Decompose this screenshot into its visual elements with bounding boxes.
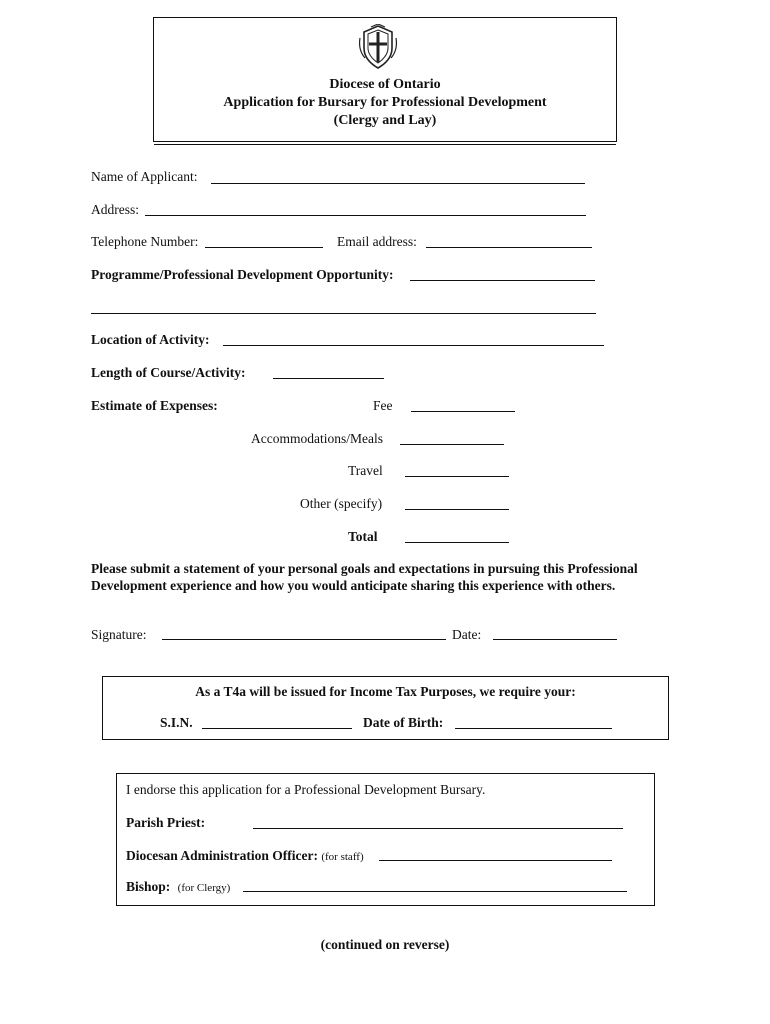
- name-label: Name of Applicant:: [91, 169, 198, 184]
- location-label: Location of Activity:: [91, 332, 210, 347]
- dao-note: (for staff): [321, 851, 364, 863]
- dao-row: [126, 848, 364, 864]
- continued-note: (continued on reverse): [320, 937, 450, 952]
- location-field[interactable]: [223, 345, 604, 346]
- form-subtitle: (Clergy and Lay): [333, 113, 437, 128]
- telephone-field[interactable]: [205, 247, 323, 248]
- accommodations-field[interactable]: [400, 444, 504, 445]
- dao-signature-field[interactable]: [379, 860, 612, 861]
- length-label: Length of Course/Activity:: [91, 365, 246, 380]
- bishop-row: [126, 879, 230, 895]
- bishop-label: Bishop:: [126, 879, 171, 894]
- endorsement-box: [116, 773, 655, 906]
- total-field[interactable]: [405, 542, 509, 543]
- other-label: Other (specify): [300, 496, 383, 511]
- programme-field-line-2[interactable]: [91, 313, 596, 314]
- sin-field[interactable]: [202, 728, 352, 729]
- email-label: Email address:: [337, 234, 417, 249]
- priest-signature-field[interactable]: [253, 828, 623, 829]
- address-label: Address:: [91, 202, 139, 217]
- signature-field[interactable]: [162, 639, 446, 640]
- org-title: Diocese of Ontario: [329, 77, 441, 92]
- dao-label: Diocesan Administration Officer:: [126, 848, 318, 863]
- endorse-intro: I endorse this application for a Professional Development Bursary.: [126, 782, 486, 797]
- telephone-label: Telephone Number:: [91, 234, 199, 249]
- expenses-label: Estimate of Expenses:: [91, 398, 218, 413]
- dob-field[interactable]: [455, 728, 612, 729]
- total-label: Total: [348, 529, 378, 544]
- address-field[interactable]: [145, 215, 586, 216]
- date-field[interactable]: [493, 639, 617, 640]
- dob-label: Date of Birth:: [363, 715, 444, 730]
- tax-heading: As a T4a will be issued for Income Tax Purposes, we require your:: [195, 684, 576, 699]
- header-box: [153, 17, 617, 142]
- signature-label: Signature:: [91, 627, 147, 642]
- fee-label: Fee: [373, 398, 393, 413]
- statement-line-2: Development experience and how you would anticipate sharing this experience with others.: [91, 578, 616, 593]
- other-field[interactable]: [405, 509, 509, 510]
- programme-label: Programme/Professional Development Opportunity:: [91, 267, 394, 282]
- bishop-note: (for Clergy): [177, 882, 231, 894]
- travel-field[interactable]: [405, 476, 509, 477]
- length-field[interactable]: [273, 378, 384, 379]
- accommodations-label: Accommodations/Meals: [251, 431, 383, 446]
- diocese-crest-icon: [357, 24, 399, 70]
- priest-label: Parish Priest:: [126, 815, 206, 830]
- form-title: Application for Bursary for Professional Development: [223, 95, 547, 110]
- sin-label: S.I.N.: [160, 715, 193, 730]
- tax-info-box: [102, 676, 669, 740]
- email-field[interactable]: [426, 247, 592, 248]
- name-field[interactable]: [211, 183, 585, 184]
- fee-field[interactable]: [411, 411, 515, 412]
- bishop-signature-field[interactable]: [243, 891, 627, 892]
- statement-line-1: Please submit a statement of your personal goals and expectations in pursuing this Professional: [91, 561, 638, 576]
- travel-label: Travel: [348, 463, 383, 478]
- programme-field[interactable]: [410, 280, 595, 281]
- date-label: Date:: [452, 627, 482, 642]
